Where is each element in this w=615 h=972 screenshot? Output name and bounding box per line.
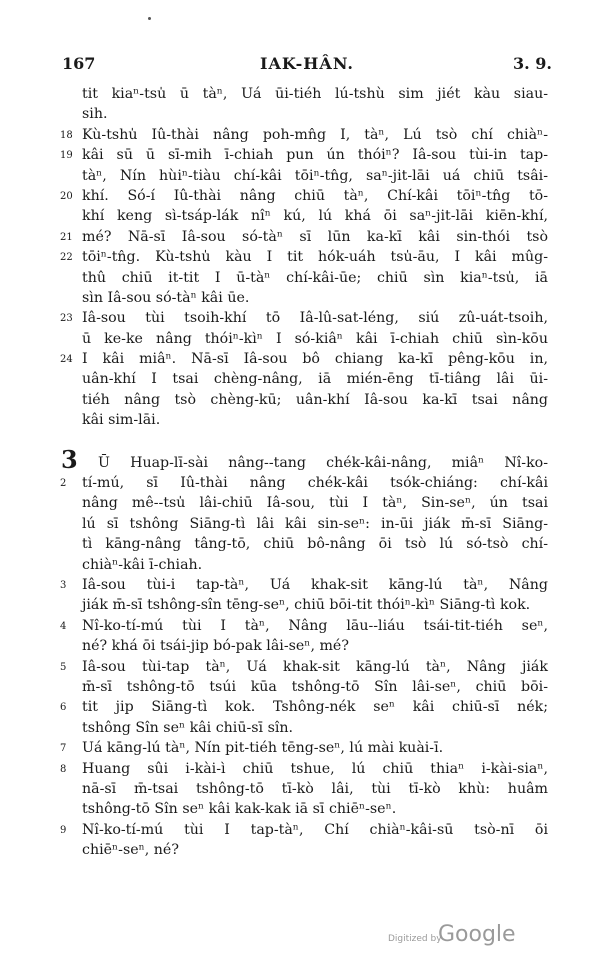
text-line bbox=[62, 636, 548, 656]
text-line bbox=[62, 677, 548, 697]
line-text: tōiⁿ-tn̂g. Kù-tshu̍ kàu I tit hók-uáh tsu̍-āu, I kâi mûg- bbox=[82, 249, 548, 266]
line-text: jiák m̄-sī tshông-sîn tēng-seⁿ, chiū bōi-tit thóiⁿ-kìⁿ Siāng-tì kok. bbox=[82, 597, 531, 614]
verse-number: 8 bbox=[60, 763, 67, 775]
text-line bbox=[62, 104, 548, 124]
chapter-gap bbox=[62, 431, 548, 453]
text-line bbox=[62, 125, 548, 145]
text-line bbox=[62, 329, 548, 349]
text-line bbox=[62, 145, 548, 165]
line-text: tshông-tō Sîn seⁿ kâi kak-kak iā sī chiēⁿ-seⁿ. bbox=[82, 801, 397, 818]
text-line bbox=[62, 410, 548, 430]
line-text: khí keng sì-tsáp-lák nîⁿ kú, lú khá ōi saⁿ-jit-lāi kiēn-khí, bbox=[82, 208, 548, 225]
verse-number: 2 bbox=[60, 478, 67, 490]
line-text: tshông Sîn seⁿ kâi chiū-sī sîn. bbox=[82, 719, 294, 736]
text-line bbox=[62, 840, 548, 860]
line-text: sìn Iâ-sou só-tàⁿ kâi ūe. bbox=[82, 289, 250, 306]
text-line bbox=[62, 534, 548, 554]
text-line bbox=[62, 206, 548, 226]
digitized-by-label: Digitized by bbox=[388, 934, 442, 944]
text-line bbox=[62, 390, 548, 410]
line-text: tì kāng-nâng tâng-tō, chiū bô-nâng ōi tsò lú só-tsò chí- bbox=[82, 536, 548, 553]
page-number: 167 bbox=[62, 54, 96, 73]
line-text: Kù-tshu̍ Iû-thài nâng poh-mn̂g I, tàⁿ, Lú tsò chí chiàⁿ- bbox=[82, 126, 548, 143]
line-text: kâi sim-lāi. bbox=[82, 412, 161, 429]
verse-number: 21 bbox=[60, 231, 73, 243]
text-line bbox=[62, 759, 548, 779]
line-text: chiàⁿ-kâi ī-chiah. bbox=[82, 556, 203, 573]
line-text: Nî-ko-tí-mú tùi I tap-tàⁿ, Chí chiàⁿ-kâi-sū tsò-nī ōi bbox=[82, 821, 548, 838]
text-line bbox=[62, 349, 548, 369]
text-line bbox=[62, 657, 548, 677]
line-text: tàⁿ, Nín hùiⁿ-tiàu chí-kâi tōiⁿ-tn̂g, saⁿ-jit-lāi uá chiū tsâi- bbox=[82, 167, 548, 184]
chapter-number: 3 bbox=[61, 444, 78, 474]
text-line bbox=[62, 555, 548, 575]
text-line bbox=[62, 738, 548, 758]
verse-number: 4 bbox=[60, 620, 67, 632]
text-line bbox=[62, 227, 548, 247]
text-line bbox=[62, 288, 548, 308]
line-text: nā-sī m̄-tsai tshông-tō tī-kò lâi, tùi tī-kò khù: huâm bbox=[82, 780, 548, 797]
verse-number: 22 bbox=[60, 252, 73, 264]
text-line bbox=[62, 308, 548, 328]
line-text: Huang sûi i-kài-ì chiū tshue, lú chiū thiaⁿ i-kài-siaⁿ, bbox=[82, 760, 548, 777]
verse-number: 20 bbox=[60, 190, 73, 202]
line-text: nâng mê--tsu̍ lâi-chiū Iâ-sou, tùi I tàⁿ, Sin-seⁿ, ún tsai bbox=[82, 495, 548, 512]
line-text: Nî-ko-tí-mú tùi I tàⁿ, Nâng lāu--liáu tsái-tit-tiéh seⁿ, bbox=[82, 617, 548, 634]
text-line bbox=[62, 595, 548, 615]
text-line bbox=[62, 166, 548, 186]
text-line bbox=[62, 514, 548, 534]
text-body bbox=[62, 84, 548, 860]
verse-number: 6 bbox=[60, 702, 67, 714]
text-line bbox=[62, 616, 548, 636]
text-line bbox=[62, 473, 548, 493]
text-line bbox=[62, 247, 548, 267]
verse-number: 24 bbox=[60, 354, 73, 366]
text-line bbox=[62, 493, 548, 513]
line-text: Iâ-sou tùi tsoih-khí tō Iâ-lû-sat-léng, siú zû-uát-tsoih, bbox=[82, 310, 548, 327]
line-text: m̄-sī tshông-tō tsúi kūa tshông-tō Sîn lâi-seⁿ, chiū bōi- bbox=[82, 678, 548, 695]
line-text: kâi sū ū sī-mih ī-chiah pun ún thóiⁿ? Iâ-sou tùi-in tap- bbox=[82, 147, 548, 164]
line-text: Iâ-sou tùi-i tap-tàⁿ, Uá khak-sit kāng-lú tàⁿ, Nâng bbox=[82, 576, 548, 593]
verse-number: 5 bbox=[60, 661, 67, 673]
text-line bbox=[62, 697, 548, 717]
text-line bbox=[62, 575, 548, 595]
verse-number: 9 bbox=[60, 824, 67, 836]
line-text: tit jip Siāng-tì kok. Tshông-nék seⁿ kâi chiū-sī nék; bbox=[82, 699, 548, 716]
text-line bbox=[61, 444, 548, 474]
line-text: chiēⁿ-seⁿ, né? bbox=[82, 842, 179, 859]
line-text: Uá kāng-lú tàⁿ, Nín pit-tiéh tēng-seⁿ, lú mài kuài-ī. bbox=[82, 740, 444, 757]
line-text: mé? Nā-sī Iâ-sou só-tàⁿ sī lūn ka-kī kâi sin-thói tsò bbox=[82, 228, 548, 245]
text-line bbox=[62, 820, 548, 840]
line-text: khí. Só-í Iû-thài nâng chiū tàⁿ, Chí-kâi tōiⁿ-tn̂g tō- bbox=[82, 187, 548, 204]
verse-number: 3 bbox=[60, 579, 67, 591]
running-header bbox=[62, 54, 552, 78]
line-text: Ū Huap-lī-sài nâng--tang chék-kâi-nâng, miâⁿ Nî-ko- bbox=[98, 454, 548, 471]
text-line bbox=[62, 799, 548, 819]
line-text: sih. bbox=[82, 106, 108, 123]
text-line bbox=[62, 779, 548, 799]
google-logo: Google bbox=[438, 922, 516, 947]
book-title: IAK-HÂN. bbox=[260, 54, 354, 73]
verse-number: 23 bbox=[60, 313, 73, 325]
digitized-watermark bbox=[388, 922, 518, 952]
text-line bbox=[62, 369, 548, 389]
line-text: tí-mú, sī Iû-thài nâng chék-kâi tsók-chiáng: chí-kâi bbox=[82, 475, 548, 492]
ink-speck bbox=[148, 17, 151, 20]
verse-number: 7 bbox=[60, 743, 67, 755]
line-text: thû chiū it-tit I ū-tàⁿ chí-kâi-ūe; chiū sìn kiaⁿ-tsu̍, iā bbox=[82, 269, 548, 286]
text-line bbox=[62, 718, 548, 738]
line-text: tit kiaⁿ-tsu̍ ū tàⁿ, Uá ūi-tiéh lú-tshù sim jiét kàu siau- bbox=[82, 86, 548, 102]
line-text: ū ke-ke nâng thóiⁿ-kìⁿ I só-kiâⁿ kâi ī-chiah chiū sìn-kōu bbox=[82, 330, 548, 347]
line-text: né? khá ōi tsái-jip bó-pak lâi-seⁿ, mé? bbox=[82, 638, 349, 655]
verse-number: 19 bbox=[60, 150, 73, 162]
text-line bbox=[62, 186, 548, 206]
line-text: lú sī tshông Siāng-tì lâi kâi sin-seⁿ: in-ūi jiák m̄-sī Siāng- bbox=[82, 515, 548, 532]
chapter-verse-ref: 3. 9. bbox=[513, 54, 552, 73]
line-text: Iâ-sou tùi-tap tàⁿ, Uá khak-sit kāng-lú tàⁿ, Nâng jiák bbox=[82, 658, 548, 675]
line-text: uân-khí I tsai chèng-nâng, iā mién-ēng tī-tiâng lâi ūi- bbox=[82, 371, 548, 388]
text-line bbox=[62, 84, 548, 104]
text-line bbox=[62, 268, 548, 288]
line-text: tiéh nâng tsò chèng-kū; uân-khí Iâ-sou ka-kī tsai nâng bbox=[82, 391, 548, 408]
verse-number: 18 bbox=[60, 129, 73, 141]
line-text: I kâi miâⁿ. Nā-sī Iâ-sou bô chiang ka-kī pêng-kōu in, bbox=[82, 351, 548, 368]
